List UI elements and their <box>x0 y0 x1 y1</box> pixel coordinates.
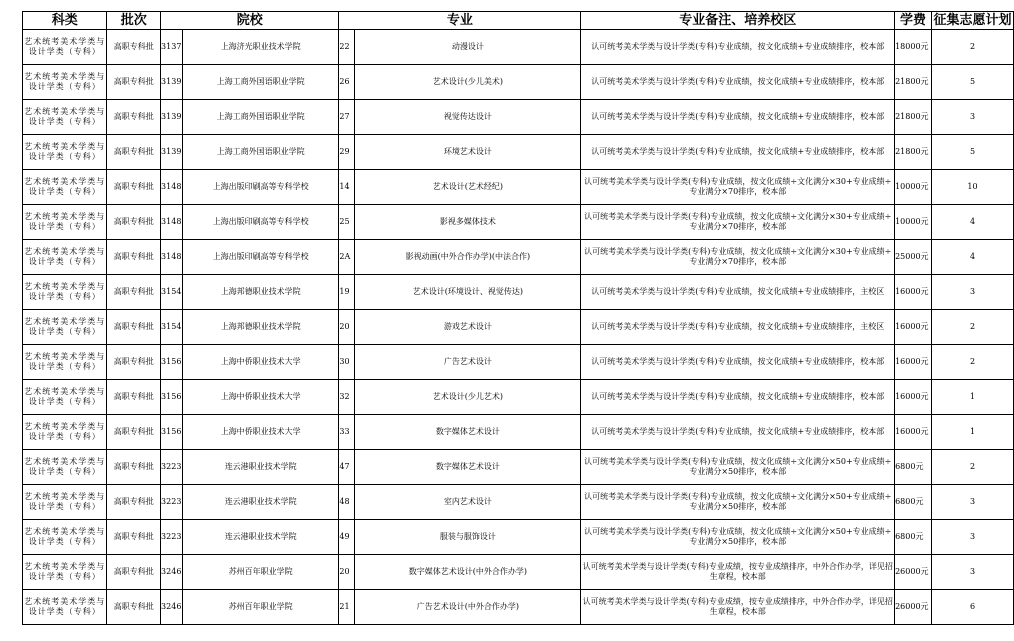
major-code-cell: 19 <box>339 275 355 310</box>
note-cell: 认可统考美术学类与设计学类(专科)专业成绩，按文化成绩÷文化满分×50+专业成绩÷专业满分×50排序，校本部 <box>581 485 895 520</box>
category-cell: 艺术统考美术学类与设计学类（专科） <box>23 590 107 625</box>
category-cell: 艺术统考美术学类与设计学类（专科） <box>23 205 107 240</box>
major-code-cell: 27 <box>339 100 355 135</box>
fee-cell: 16000元 <box>895 380 932 415</box>
major-code-cell: 49 <box>339 520 355 555</box>
batch-cell: 高职专科批 <box>107 415 161 450</box>
table-row <box>23 520 1014 555</box>
plan-cell: 3 <box>932 100 1014 135</box>
major-name-cell: 室内艺术设计 <box>355 485 581 520</box>
header-major: 专业 <box>339 12 581 30</box>
batch-cell: 高职专科批 <box>107 170 161 205</box>
school-name-cell: 连云港职业技术学院 <box>183 450 339 485</box>
category-cell: 艺术统考美术学类与设计学类（专科） <box>23 485 107 520</box>
batch-cell: 高职专科批 <box>107 275 161 310</box>
school-code-cell: 3246 <box>161 590 183 625</box>
table-row <box>23 170 1014 205</box>
major-name-cell: 艺术设计(少儿美术) <box>355 65 581 100</box>
school-name-cell: 苏州百年职业学院 <box>183 555 339 590</box>
school-code-cell: 3156 <box>161 345 183 380</box>
table-row <box>23 380 1014 415</box>
table-row <box>23 240 1014 275</box>
major-name-cell: 广告艺术设计 <box>355 345 581 380</box>
category-cell: 艺术统考美术学类与设计学类（专科） <box>23 275 107 310</box>
plan-cell: 10 <box>932 170 1014 205</box>
major-code-cell: 47 <box>339 450 355 485</box>
school-code-cell: 3154 <box>161 310 183 345</box>
note-cell: 认可统考美术学类与设计学类(专科)专业成绩，按文化成绩÷文化满分×30+专业成绩÷专业满分×70排序，校本部 <box>581 205 895 240</box>
school-code-cell: 3148 <box>161 240 183 275</box>
school-name-cell: 连云港职业技术学院 <box>183 520 339 555</box>
category-cell: 艺术统考美术学类与设计学类（专科） <box>23 520 107 555</box>
major-name-cell: 游戏艺术设计 <box>355 310 581 345</box>
note-cell: 认可统考美术学类与设计学类(专科)专业成绩，按文化成绩+专业成绩排序，校本部 <box>581 100 895 135</box>
major-code-cell: 20 <box>339 310 355 345</box>
school-code-cell: 3139 <box>161 135 183 170</box>
table-row <box>23 65 1014 100</box>
fee-cell: 6800元 <box>895 450 932 485</box>
header-plan: 征集志愿计划 <box>933 13 1012 28</box>
fee-cell: 21800元 <box>895 100 932 135</box>
batch-cell: 高职专科批 <box>107 100 161 135</box>
fee-cell: 21800元 <box>895 65 932 100</box>
category-cell: 艺术统考美术学类与设计学类（专科） <box>23 30 107 65</box>
batch-cell: 高职专科批 <box>107 310 161 345</box>
major-code-cell: 33 <box>339 415 355 450</box>
fee-cell: 26000元 <box>895 590 932 625</box>
note-cell: 认可统考美术学类与设计学类(专科)专业成绩，按文化成绩÷文化满分×30+专业成绩÷专业满分×70排序，校本部 <box>581 170 895 205</box>
note-cell: 认可统考美术学类与设计学类(专科)专业成绩，按文化成绩+专业成绩排序，主校区 <box>581 310 895 345</box>
plan-cell: 5 <box>932 65 1014 100</box>
school-code-cell: 3223 <box>161 485 183 520</box>
school-code-cell: 3139 <box>161 65 183 100</box>
category-cell: 艺术统考美术学类与设计学类（专科） <box>23 555 107 590</box>
note-cell: 认可统考美术学类与设计学类(专科)专业成绩，按文化成绩+专业成绩排序，主校区 <box>581 275 895 310</box>
note-cell: 认可统考美术学类与设计学类(专科)专业成绩，按文化成绩+专业成绩排序，校本部 <box>581 135 895 170</box>
batch-cell: 高职专科批 <box>107 135 161 170</box>
major-name-cell: 影视动画(中外合作办学)(中法合作) <box>355 240 581 275</box>
major-name-cell: 艺术设计(环境设计、视觉传达) <box>355 275 581 310</box>
category-cell: 艺术统考美术学类与设计学类（专科） <box>23 380 107 415</box>
plan-cell: 3 <box>932 520 1014 555</box>
header-category: 科类 <box>23 12 107 30</box>
table-row <box>23 205 1014 240</box>
school-code-cell: 3156 <box>161 380 183 415</box>
table-row <box>23 485 1014 520</box>
fee-cell: 10000元 <box>895 170 932 205</box>
category-cell: 艺术统考美术学类与设计学类（专科） <box>23 240 107 275</box>
school-name-cell: 上海工商外国语职业学院 <box>183 65 339 100</box>
major-code-cell: 20 <box>339 555 355 590</box>
plan-cell: 2 <box>932 310 1014 345</box>
major-name-cell: 艺术设计(少儿艺术) <box>355 380 581 415</box>
batch-cell: 高职专科批 <box>107 520 161 555</box>
major-name-cell: 服装与服饰设计 <box>355 520 581 555</box>
major-code-cell: 48 <box>339 485 355 520</box>
school-code-cell: 3223 <box>161 520 183 555</box>
major-code-cell: 29 <box>339 135 355 170</box>
batch-cell: 高职专科批 <box>107 345 161 380</box>
major-code-cell: 32 <box>339 380 355 415</box>
plan-cell: 2 <box>932 345 1014 380</box>
note-cell: 认可统考美术学类与设计学类(专科)专业成绩，按文化成绩÷文化满分×30+专业成绩÷专业满分×70排序，校本部 <box>581 240 895 275</box>
fee-cell: 16000元 <box>895 310 932 345</box>
plan-cell: 3 <box>932 555 1014 590</box>
major-name-cell: 环境艺术设计 <box>355 135 581 170</box>
school-name-cell: 上海中侨职业技术大学 <box>183 380 339 415</box>
fee-cell: 26000元 <box>895 555 932 590</box>
major-code-cell: 25 <box>339 205 355 240</box>
batch-cell: 高职专科批 <box>107 30 161 65</box>
table-body <box>23 30 1014 625</box>
note-cell: 认可统考美术学类与设计学类(专科)专业成绩，按专业成绩排序，中外合作办学，详见招生章程，校本部 <box>581 590 895 625</box>
fee-cell: 16000元 <box>895 275 932 310</box>
school-name-cell: 上海中侨职业技术大学 <box>183 415 339 450</box>
school-name-cell: 上海出版印刷高等专科学校 <box>183 240 339 275</box>
major-name-cell: 视觉传达设计 <box>355 100 581 135</box>
major-name-cell: 影视多媒体技术 <box>355 205 581 240</box>
batch-cell: 高职专科批 <box>107 555 161 590</box>
major-name-cell: 动漫设计 <box>355 30 581 65</box>
school-name-cell: 苏州百年职业学院 <box>183 590 339 625</box>
major-name-cell: 数字媒体艺术设计 <box>355 450 581 485</box>
school-code-cell: 3148 <box>161 170 183 205</box>
school-name-cell: 上海济光职业技术学院 <box>183 30 339 65</box>
header-school: 院校 <box>161 12 339 30</box>
batch-cell: 高职专科批 <box>107 485 161 520</box>
major-code-cell: 22 <box>339 30 355 65</box>
plan-cell: 1 <box>932 415 1014 450</box>
batch-cell: 高职专科批 <box>107 240 161 275</box>
note-cell: 认可统考美术学类与设计学类(专科)专业成绩，按文化成绩+专业成绩排序，校本部 <box>581 65 895 100</box>
fee-cell: 25000元 <box>895 240 932 275</box>
note-cell: 认可统考美术学类与设计学类(专科)专业成绩，按文化成绩÷文化满分×50+专业成绩÷专业满分×50排序，校本部 <box>581 520 895 555</box>
header-note: 专业备注、培养校区 <box>581 12 895 30</box>
table-row <box>23 310 1014 345</box>
school-name-cell: 上海出版印刷高等专科学校 <box>183 170 339 205</box>
school-code-cell: 3223 <box>161 450 183 485</box>
note-cell: 认可统考美术学类与设计学类(专科)专业成绩，按文化成绩+专业成绩排序，校本部 <box>581 345 895 380</box>
plan-cell: 5 <box>932 135 1014 170</box>
category-cell: 艺术统考美术学类与设计学类（专科） <box>23 170 107 205</box>
note-cell: 认可统考美术学类与设计学类(专科)专业成绩，按文化成绩+专业成绩排序，校本部 <box>581 380 895 415</box>
category-cell: 艺术统考美术学类与设计学类（专科） <box>23 345 107 380</box>
header-row <box>23 12 1014 30</box>
table-row <box>23 555 1014 590</box>
category-cell: 艺术统考美术学类与设计学类（专科） <box>23 310 107 345</box>
plan-cell: 1 <box>932 380 1014 415</box>
fee-cell: 6800元 <box>895 520 932 555</box>
school-name-cell: 上海邦德职业技术学院 <box>183 310 339 345</box>
plan-cell: 2 <box>932 30 1014 65</box>
table-row <box>23 30 1014 65</box>
plan-cell: 2 <box>932 450 1014 485</box>
school-name-cell: 上海中侨职业技术大学 <box>183 345 339 380</box>
category-cell: 艺术统考美术学类与设计学类（专科） <box>23 450 107 485</box>
fee-cell: 16000元 <box>895 415 932 450</box>
table-row <box>23 415 1014 450</box>
table-row <box>23 345 1014 380</box>
fee-cell: 16000元 <box>895 345 932 380</box>
school-name-cell: 连云港职业技术学院 <box>183 485 339 520</box>
table-row <box>23 275 1014 310</box>
plan-cell: 4 <box>932 240 1014 275</box>
school-name-cell: 上海工商外国语职业学院 <box>183 135 339 170</box>
major-name-cell: 数字媒体艺术设计 <box>355 415 581 450</box>
category-cell: 艺术统考美术学类与设计学类（专科） <box>23 100 107 135</box>
admission-table <box>22 11 1014 625</box>
plan-cell: 3 <box>932 275 1014 310</box>
header-batch: 批次 <box>107 12 161 30</box>
table-row <box>23 590 1014 625</box>
major-code-cell: 21 <box>339 590 355 625</box>
fee-cell: 10000元 <box>895 205 932 240</box>
major-code-cell: 14 <box>339 170 355 205</box>
batch-cell: 高职专科批 <box>107 380 161 415</box>
plan-cell: 3 <box>932 485 1014 520</box>
note-cell: 认可统考美术学类与设计学类(专科)专业成绩，按文化成绩+专业成绩排序，校本部 <box>581 30 895 65</box>
header-fee: 学费 <box>895 12 932 30</box>
category-cell: 艺术统考美术学类与设计学类（专科） <box>23 65 107 100</box>
batch-cell: 高职专科批 <box>107 450 161 485</box>
table-row <box>23 100 1014 135</box>
school-name-cell: 上海出版印刷高等专科学校 <box>183 205 339 240</box>
category-cell: 艺术统考美术学类与设计学类（专科） <box>23 135 107 170</box>
fee-cell: 6800元 <box>895 485 932 520</box>
category-cell: 艺术统考美术学类与设计学类（专科） <box>23 415 107 450</box>
school-code-cell: 3148 <box>161 205 183 240</box>
major-name-cell: 数字媒体艺术设计(中外合作办学) <box>355 555 581 590</box>
fee-cell: 21800元 <box>895 135 932 170</box>
school-code-cell: 3139 <box>161 100 183 135</box>
batch-cell: 高职专科批 <box>107 65 161 100</box>
note-cell: 认可统考美术学类与设计学类(专科)专业成绩，按文化成绩+专业成绩排序，校本部 <box>581 415 895 450</box>
table-row <box>23 450 1014 485</box>
school-name-cell: 上海工商外国语职业学院 <box>183 100 339 135</box>
note-cell: 认可统考美术学类与设计学类(专科)专业成绩，按专业成绩排序，中外合作办学，详见招生章程，校本部 <box>581 555 895 590</box>
major-code-cell: 2A <box>339 240 355 275</box>
plan-cell: 4 <box>932 205 1014 240</box>
school-code-cell: 3137 <box>161 30 183 65</box>
school-code-cell: 3156 <box>161 415 183 450</box>
school-name-cell: 上海邦德职业技术学院 <box>183 275 339 310</box>
school-code-cell: 3246 <box>161 555 183 590</box>
batch-cell: 高职专科批 <box>107 590 161 625</box>
major-name-cell: 艺术设计(艺术经纪) <box>355 170 581 205</box>
table-row <box>23 135 1014 170</box>
major-name-cell: 广告艺术设计(中外合作办学) <box>355 590 581 625</box>
plan-cell: 6 <box>932 590 1014 625</box>
school-code-cell: 3154 <box>161 275 183 310</box>
fee-cell: 18000元 <box>895 30 932 65</box>
major-code-cell: 26 <box>339 65 355 100</box>
note-cell: 认可统考美术学类与设计学类(专科)专业成绩，按文化成绩÷文化满分×50+专业成绩÷专业满分×50排序，校本部 <box>581 450 895 485</box>
batch-cell: 高职专科批 <box>107 205 161 240</box>
major-code-cell: 30 <box>339 345 355 380</box>
